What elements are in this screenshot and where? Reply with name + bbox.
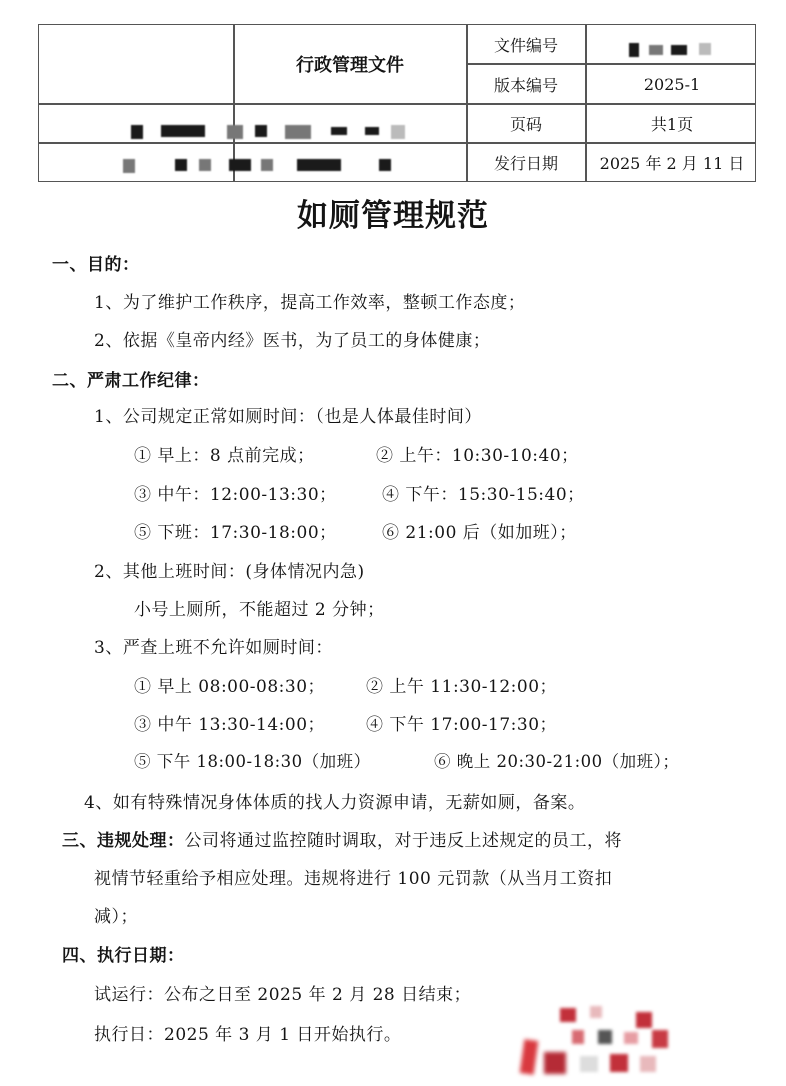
section-2-point-4: 4、如有特殊情况身体体质的找人力资源申请，无薪如厕，备案。 <box>84 793 586 813</box>
forbidden-time-2: ② 上午 11:30-12:00； <box>366 677 558 697</box>
forbidden-time-3: ③ 中午 13:30-14:00； <box>134 715 326 735</box>
section-2-heading: 二、严肃工作纪律： <box>52 371 210 391</box>
allowed-time-1: ① 早上：8 点前完成； <box>134 446 315 466</box>
section-2-point-1: 1、公司规定正常如厕时间：（也是人体最佳时间） <box>94 407 482 427</box>
trial-period: 试运行：公布之日至 2025 年 2 月 28 日结束； <box>94 985 472 1005</box>
issue-date-label: 发行日期 <box>493 154 558 173</box>
issue-date-value: 2025 年 2 月 11 日 <box>599 154 745 173</box>
allowed-time-3: ③ 中午：12:00-13:30； <box>134 485 337 505</box>
forbidden-time-5: ⑤ 下午 18:00-18:30（加班） <box>134 752 371 771</box>
execution-date: 执行日：2025 年 3 月 1 日开始执行。 <box>94 1025 402 1045</box>
allowed-time-6: ⑥ 21:00 后（如加班）； <box>382 523 577 543</box>
section-3-heading: 三、违规处理： <box>62 831 185 851</box>
section-3-text-2: 视情节轻重给予相应处理。违规将进行 100 元罚款（从当月工资扣 <box>94 869 613 889</box>
doc-type-cell: 行政管理文件 <box>296 55 404 76</box>
section-2-point-3: 3、严查上班不允许如厕时间： <box>94 638 333 658</box>
allowed-time-5: ⑤ 下班：17:30-18:00； <box>134 523 337 543</box>
section-2-point-2-detail: 小号上厕所，不能超过 2 分钟； <box>134 600 385 620</box>
section-3-line-1 <box>62 826 622 851</box>
section-1-item-2: 2、依据《皇帝内经》医书，为了员工的身体健康； <box>94 331 491 351</box>
forbidden-time-6: ⑥ 晚上 20:30-21:00（加班）； <box>434 752 680 771</box>
page-label: 页码 <box>509 115 542 134</box>
section-3-text-1: 公司将通过监控随时调取，对于违反上述规定的员工，将 <box>184 831 622 851</box>
document-header-table <box>38 24 756 182</box>
document-title: 如厕管理规范 <box>297 198 489 234</box>
section-4-heading: 四、执行日期： <box>62 946 185 966</box>
version-value: 2025-1 <box>643 74 701 94</box>
section-3-text-3: 减）； <box>94 907 138 927</box>
forbidden-time-1: ① 早上 08:00-08:30； <box>134 677 326 697</box>
section-1-heading: 一、目的： <box>52 255 140 275</box>
allowed-time-4: ④ 下午：15:30-15:40； <box>382 485 585 505</box>
allowed-time-2: ② 上午：10:30-10:40； <box>376 446 579 466</box>
section-1-item-1: 1、为了维护工作秩序，提高工作效率，整顿工作态度； <box>94 293 526 313</box>
page-value: 共1页 <box>650 115 694 134</box>
forbidden-time-4: ④ 下午 17:00-17:30； <box>366 715 558 735</box>
version-label: 版本编号 <box>493 75 558 95</box>
section-2-point-2: 2、其他上班时间：(身体情况内急) <box>94 562 365 582</box>
file-no-label: 文件编号 <box>493 35 558 55</box>
